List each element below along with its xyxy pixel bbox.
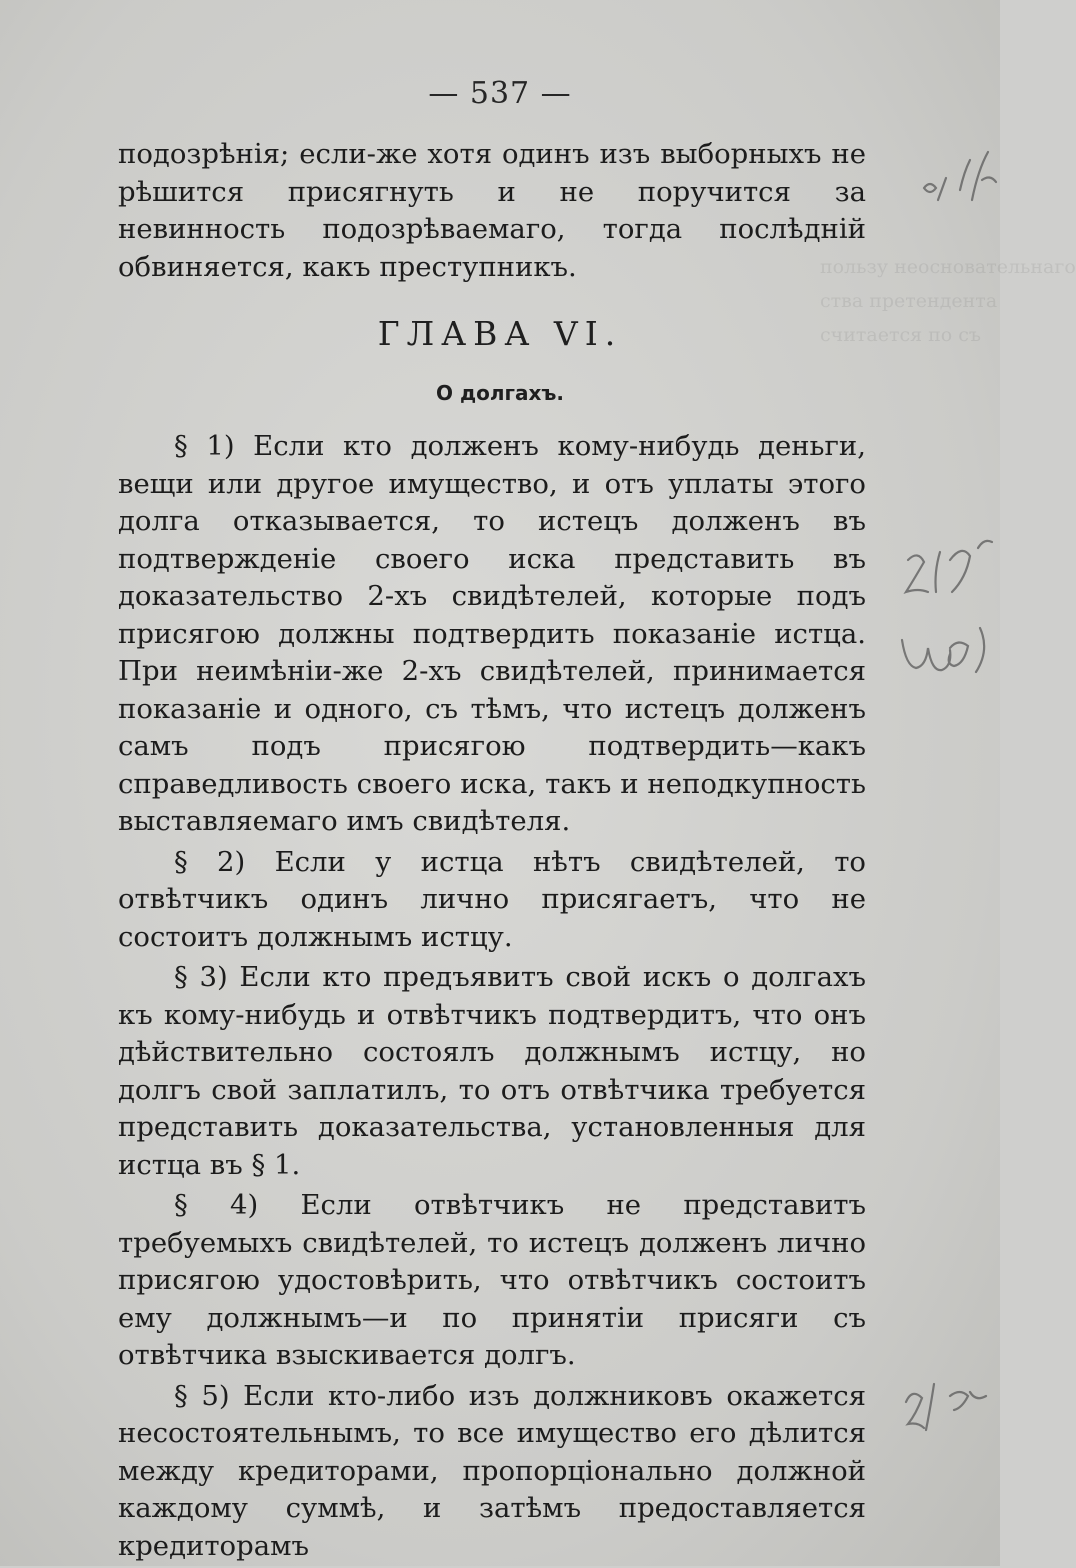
article-2: § 2) Если у истца нѣтъ свидѣтелей, то отвѣтчикъ одинъ лично присягаетъ, что не состоитъ должнымъ истцу. — [118, 845, 866, 953]
show-through-text: пользу неосновательнаго ства претендента считается по съ — [820, 256, 1076, 346]
section-title: О долгахъ. — [436, 381, 564, 405]
articles-list — [118, 428, 866, 1568]
continued-paragraph: подозрѣнія; если-же хотя одинъ изъ выборныхъ не рѣшится присягнуть и не поручится за невинность подозрѣваемаго, тогда послѣдній обвиняется, какъ преступникъ. — [118, 138, 866, 283]
chapter-title: ГЛАВА VI. — [377, 314, 623, 353]
article-5: § 5) Если кто-либо изъ должниковъ окажется несостоятельнымъ, то все имущество его дѣлится между кредиторами, пропорціонально должной каждому суммѣ, и затѣмъ предоставляется кредиторамъ — [118, 1379, 866, 1562]
article-4: § 4) Если отвѣтчикъ не представитъ требуемыхъ свидѣтелей, то истецъ долженъ лично присягою удостовѣрить, что отвѣтчикъ состоитъ ему должнымъ—и по принятіи присяги съ отвѣтчика взыскивается долгъ. — [118, 1189, 866, 1371]
article-1: § 1) Если кто долженъ кому-нибудь деньги, вещи или другое имущество, и отъ уплаты этого долга отказывается, то истецъ долженъ въ подтвержденіе своего иска представить въ доказательство 2-хъ свидѣтелей, которые подъ присягою должны подтвердить показаніе истца. При неимѣніи-же 2-хъ свидѣтелей, принимается показаніе и одного, съ тѣмъ, что истецъ долженъ самъ подъ присягою подтвердить—какъ справедливость своего иска, такъ и неподкупность выставляемаго имъ свидѣтеля. — [118, 430, 866, 837]
page-number: — 537 — — [428, 76, 572, 111]
article-3: § 3) Если кто предъявитъ свой искъ о долгахъ къ кому-нибудь и отвѣтчикъ подтвердитъ, что онъ дѣйствительно состоялъ должнымъ истцу, но долгъ свой заплатилъ, то отъ отвѣтчика требуется представить доказательства, установленныя для истца въ § 1. — [118, 961, 866, 1181]
